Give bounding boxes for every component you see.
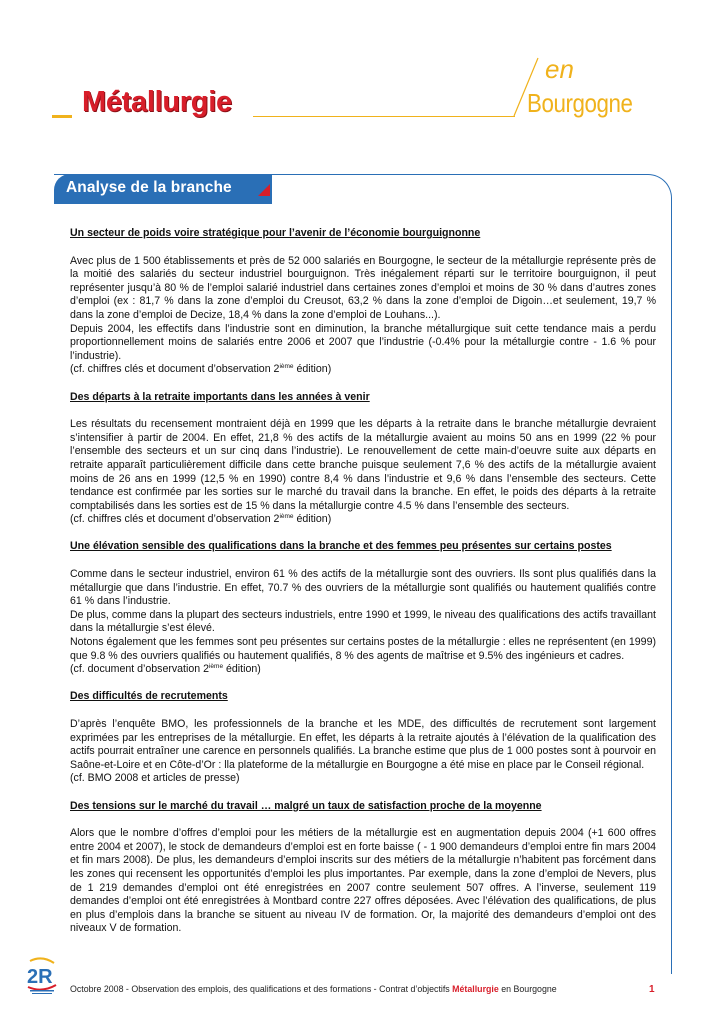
section-2 [70, 391, 656, 541]
section-title: Des départs à la retraite importants dans les années à venir [70, 390, 370, 403]
section-tab-label: Analyse de la branche [66, 179, 232, 196]
paragraph: Comme dans le secteur industriel, environ 61 % des actifs de la métallurgie sont des ouvriers. Ils sont plus qualifiés dans la métallurgie que dans l’industrie. En effet, 70.7 % des ouvriers de la métallurgie sont qualifiés ou hautement qualifiés contre 61 % dans l’industrie. [70, 568, 656, 608]
source-sup: ième [208, 663, 224, 671]
footer-text-pre: Octobre 2008 - Observation des emplois, des qualifications et des formations - Contrat d’objectifs [70, 984, 453, 995]
paragraph: Alors que le nombre d’offres d’emploi pour les métiers de la métallurgie est en augmentation depuis 2004 (+1 600 offres entre 2004 et 2007), le stock de demandeurs d’emploi est en forte baisse ( - 1 900 demandeurs d’emploi entre fin mars 2004 et fin mars 2008). De plus, les demandeurs d’emploi inscrits sur des métiers de la métallurgie n’habitent pas forcément dans les zones qui recensent les opportunités d’emploi les plus importantes. Par exemple, dans la zone d’emploi de Nevers, plus de 1 219 demandes d’emploi ont été enregistrées en 2007 contre seulement 507 offres. A l’inverse, seulement 119 demandes d’emploi ont été enregistrées à Montbard contre 227 offres déposées. Avec l’élévation des qualifications, de plus en plus d’emplois dans la branche se situent au niveau IV de formation. Or, la majorité des demandeurs d’emploi ont des niveaux V de formation. [70, 827, 656, 935]
header-region: Bourgogne [527, 88, 633, 118]
source-text: (cf. chiffres clés et document d’observation 2 [70, 513, 280, 526]
section-5 [70, 800, 656, 936]
section-title: Des tensions sur le marché du travail … malgré un taux de satisfaction proche de la moyenne [70, 799, 542, 812]
section-4 [70, 690, 656, 799]
source-sup: ième [279, 513, 294, 521]
source-note [70, 363, 656, 377]
paragraph: Depuis 2004, les effectifs dans l’industrie sont en diminution, la branche métallurgique suit cette tendance mais a perdu proportionnellement moins de salariés entre 2006 et 2007 que l’industrie (-0.4% pour la métallurgie contre - 1.6 % pour l’industrie). [70, 322, 656, 362]
source-note [70, 513, 656, 527]
logo [24, 957, 60, 997]
header-en: en [545, 54, 574, 84]
page-number: 1 [649, 984, 655, 995]
page-title: Métallurgie [82, 86, 232, 118]
source-text-end: édition) [293, 513, 332, 526]
tab-corner-mark [0, 0, 725, 220]
source-note: (cf. BMO 2008 et articles de presse) [70, 772, 240, 785]
section-3 [70, 540, 656, 690]
section-title: Une élévation sensible des qualifications dans la branche et des femmes peu présentes sur certains postes [70, 540, 612, 553]
footer-text-post: en Bourgogne [498, 984, 557, 995]
source-text-end: édition) [223, 663, 261, 676]
paragraph: Notons également que les femmes sont peu présentes sur certains postes de la métallurgie : elles ne représentent (en 1999) que 9.8 % des ouvriers qualifiés ou hautement qualifiés, 8 % des agents de maîtrise et 9.5% des ingénieurs et cadres. [70, 636, 656, 662]
source-text: (cf. document d’observation 2 [70, 663, 209, 676]
footer-highlight: Métallurgie [452, 984, 499, 995]
paragraph: Avec plus de 1 500 établissements et près de 52 000 salariés en Bourgogne, le secteur de la métallurgie représente près de la moitié des salariés du secteur industriel bourguignon. Très inégalement réparti sur le territoire bourguignon, il peut représenter jusqu’à 80 % de l’emploi salarié industriel dans certaines zones d’emploi et moins de 30 % dans d’autres zones d’emploi (ex : 81,7 % dans la zone d’emploi du Creusot, 63,2 % dans la zone d’emploi de Digoin…et seulement, 19,7 % dans la zone d’emploi de Decize, 18,4 % dans la zone d’emploi de Louhans...). [70, 254, 656, 321]
source-text-end: édition) [293, 363, 332, 376]
section-1 [70, 227, 656, 391]
logo-text: 2R [27, 966, 53, 988]
section-title: Des difficultés de recrutements [70, 690, 228, 703]
paragraph: D’après l’enquête BMO, les professionnels de la branche et les MDE, des difficultés de recrutement sont largement exprimées par les entreprises de la métallurgie. En effet, les départs à la retraite ajoutés à l’élévation de la qualification des actifs pourrait entraîner une carence en personnels qualifiés. La branche estime que plus de 1 000 postes sont à pourvoir en Saône-et-Loire et en Côte-d’Or : lla plateforme de la métallurgie en Bourgogne a été mise en place par le Conseil régional. [70, 718, 656, 771]
source-sup: ième [279, 363, 294, 371]
source-note [70, 663, 656, 677]
paragraph: De plus, comme dans la plupart des secteurs industriels, entre 1990 et 1999, le niveau des qualifications des actifs travaillant dans la métallurgie s’est élevé. [70, 608, 656, 635]
article-body [70, 227, 656, 936]
footer-text [70, 984, 557, 995]
paragraph: Les résultats du recensement montraient déjà en 1999 que les départs à la retraite dans le branche métallurgie devraient s’intensifier à partir de 2004. En effet, 21,8 % des actifs de la métallurgie avaient au moins 50 ans en 1999 (22 % pour l’ensemble des secteurs et un sur cinq dans l’industrie). Le renouvellement de cette main-d’oeuvre suite aux départs en retraite apparaît particulièrement difficile dans cette branche puisque seulement 7,6 % des actifs de la métallurgie avaient moins de 26 ans en 1999 (12,5 % en 1990) contre 8,4 % dans l’industrie et 9,6 % dans l’ensemble des secteurs. Cette tendance est confirmée par les sorties sur le marché du travail dans la branche. En effet, le poids des départs à la retraite comptabilisés dans les sorties est de 15 % dans la métallurgie contre 4.5 % dans l’ensemble des secteurs. [70, 418, 656, 512]
source-text: (cf. chiffres clés et document d’observation 2 [70, 363, 280, 376]
section-title: Un secteur de poids voire stratégique pour l’avenir de l’économie bourguignonne [70, 227, 481, 239]
